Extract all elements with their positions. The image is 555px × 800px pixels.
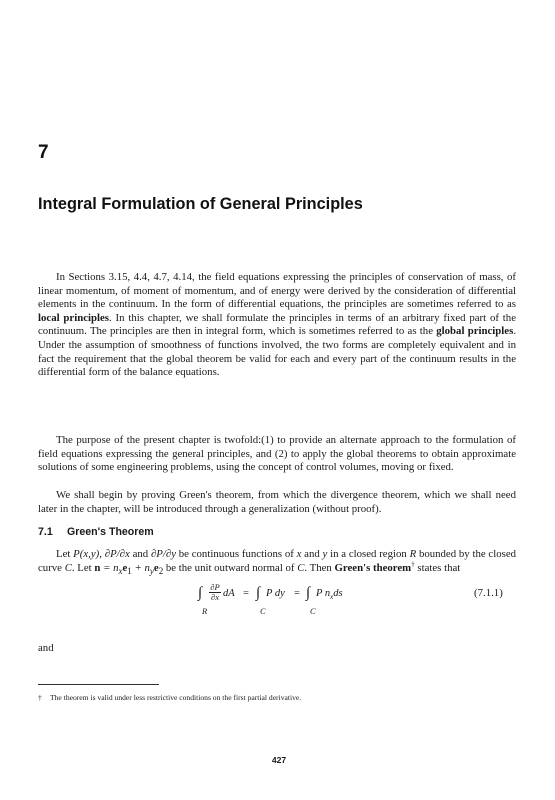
term-greens-theorem: Green's theorem xyxy=(334,561,412,574)
footnote xyxy=(38,693,301,702)
term-global-principles: global principles xyxy=(436,325,514,338)
limit-R: R xyxy=(202,606,208,616)
integral-sign: ∫ xyxy=(256,585,261,601)
integral-sign: ∫ xyxy=(198,585,203,601)
section-title: Green's Theorem xyxy=(67,526,154,538)
section-heading xyxy=(38,526,154,539)
footnote-dagger: † xyxy=(38,693,42,702)
chapter-title: Integral Formulation of General Principles xyxy=(38,195,363,213)
greens-theorem-paragraph: Let P(x,y), ∂P/∂x and ∂P/∂y be continuous functions of x and y in a closed region R bounded by the closed curve C. Let $n = n_xe_1 + n_ye_2$ be the unit outward normal of C. Then Green's theorem† states that xyxy=(38,548,517,576)
intro-paragraph-1: In Sections 3.15, 4.4, 4.7, 4.14, the field equations expressing the principles of conservation of mass, of linear momentum, of moment of momentum, and of energy were derived by the consideration of differential elements in the continuum. In the form of differential equations, the principles are sometimes referred to as local principles. In this chapter, we shall formulate the principles in terms of an arbitrary fixed part of the continuum. The principles are then in integral form, which is sometimes referred to as the global principles. Under the assumption of smoothness of functions involved, the two forms are completely equivalent and in fact the requirement that the global theorem be valid for each and every part of the continuum results in the differential form of the balance equations. xyxy=(38,271,517,379)
continuation-text: and xyxy=(38,642,54,654)
partial-fraction: ∂P ∂x xyxy=(210,582,220,602)
limit-C: C xyxy=(310,606,316,616)
page-number: 427 xyxy=(271,755,287,765)
section-number: 7.1 xyxy=(38,526,53,538)
limit-C: C xyxy=(260,606,266,616)
integral-sign: ∫ xyxy=(306,585,311,601)
equation-number: (7.1.1) xyxy=(474,587,503,599)
intro-paragraph-3: We shall begin by proving Green's theorem, from which the divergence theorem, which we shall need later in the chapter, will be introduced through a generalization (without proof). xyxy=(38,489,516,515)
footnote-text: The theorem is valid under less restrictive conditions on the first partial derivative. xyxy=(50,693,302,702)
intro-paragraph-2: The purpose of the present chapter is twofold:(1) to provide an alternate approach to the formulation of field equations expressing the general principles, and (2) to apply the global theorems to obtain approximate solutions of some engineering problems, using the concept of control volumes, moving or fixed. xyxy=(38,434,516,474)
term-local-principles: local principles xyxy=(38,311,110,324)
footnote-divider xyxy=(38,684,159,685)
footnote-marker: † xyxy=(411,560,415,568)
chapter-number: 7 xyxy=(38,142,49,163)
equation-7-1-1: ∫ ∂P ∂x dA = ∫ P dy = ∫ P $n_xds$ R C C xyxy=(198,582,343,616)
